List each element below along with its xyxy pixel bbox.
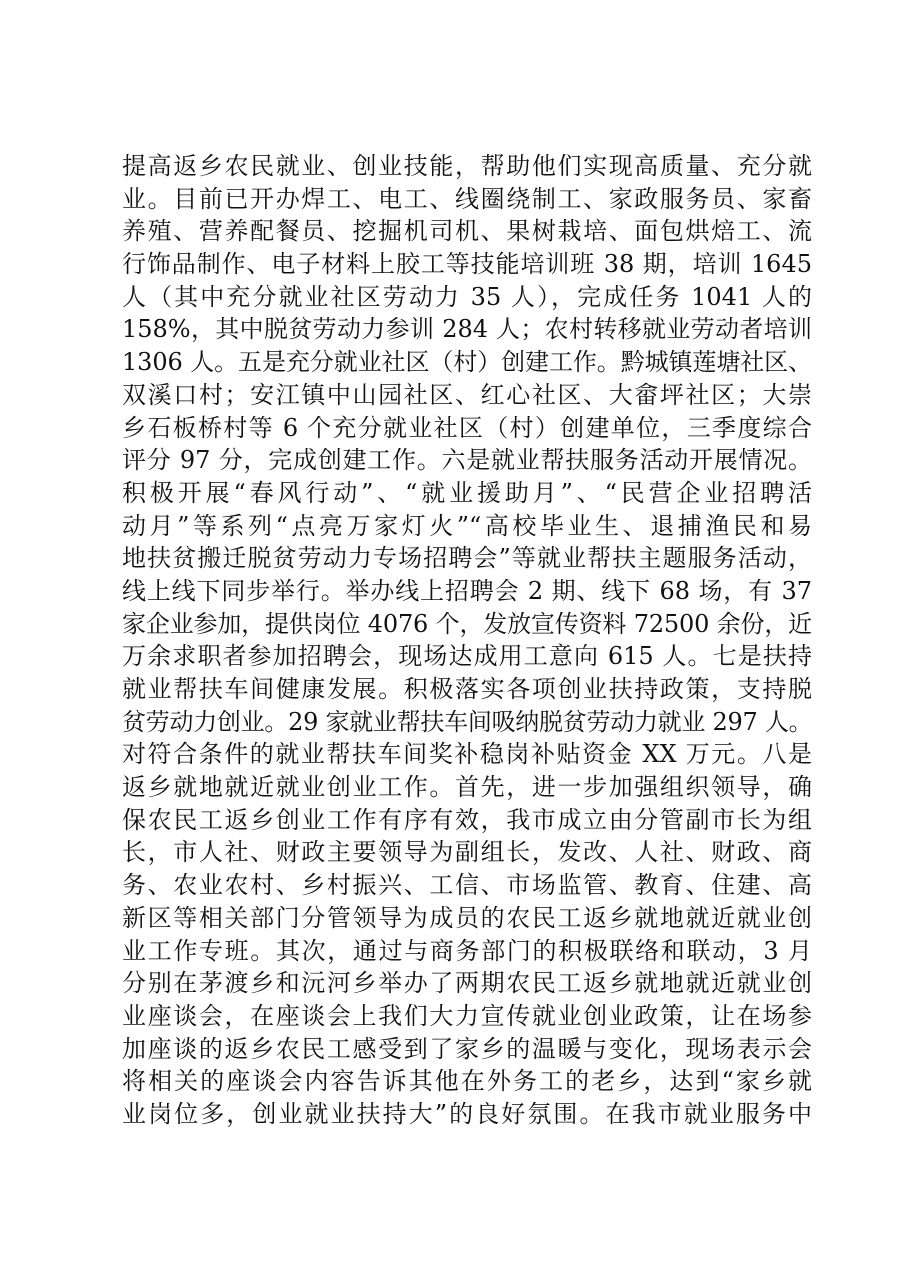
text-line: 养殖、营养配餐员、挖掘机司机、果树栽培、面包烘焙工、流 (122, 217, 812, 246)
text-line: 万余求职者参加招聘会，现场达成用工意向 615 人。七是扶持 (122, 642, 812, 671)
text-line: 业岗位多，创业就业扶持大”的良好氛围。在我市就业服务中 (122, 1099, 812, 1128)
text-line: 乡石板桥村等 6 个充分就业社区（村）创建单位，三季度综合 (122, 413, 812, 442)
text-line: 就业帮扶车间健康发展。积极落实各项创业扶持政策，支持脱 (122, 675, 812, 703)
body-text (122, 150, 812, 1131)
text-line: 业座谈会，在座谈会上我们大力宣传就业创业政策，让在场参 (122, 1001, 812, 1030)
text-line: 务、农业农村、乡村振兴、工信、市场监管、教育、住建、高 (122, 871, 812, 900)
text-line: 保农民工返乡创业工作有序有效，我市成立由分管副市长为组 (122, 805, 812, 834)
text-line: 动月”等系列“点亮万家灯火”“高校毕业生、退捕渔民和易 (122, 511, 812, 540)
text-line: 行饰品制作、电子材料上胶工等技能培训班 38 期，培训 1645 (122, 250, 812, 279)
text-line: 返乡就地就近就业创业工作。首先，进一步加强组织领导，确 (122, 773, 812, 802)
text-line: 地扶贫搬迁脱贫劳动力专场招聘会”等就业帮扶主题服务活动， (122, 544, 812, 573)
text-line: 人（其中充分就业社区劳动力 35 人），完成任务 1041 人的 (122, 282, 812, 311)
text-line: 将相关的座谈会内容告诉其他在外务工的老乡，达到“家乡就 (122, 1067, 812, 1096)
text-line: 业。目前已开办焊工、电工、线圈绕制工、家政服务员、家畜 (122, 184, 812, 213)
text-line: 长，市人社、财政主要领导为副组长，发改、人社、财政、商 (122, 838, 812, 867)
text-line: 对符合条件的就业帮扶车间奖补稳岗补贴资金 XX 万元。八是 (122, 740, 812, 769)
text-line: 评分 97 分，完成创建工作。六是就业帮扶服务活动开展情况。 (122, 446, 812, 475)
text-line: 家企业参加，提供岗位 4076 个，发放宣传资料 72500 余份，近 (122, 609, 812, 638)
text-line: 158%，其中脱贫劳动力参训 284 人；农村转移就业劳动者培训 (122, 315, 812, 344)
text-line: 贫劳动力创业。29 家就业帮扶车间吸纳脱贫劳动力就业 297 人。 (122, 707, 813, 736)
text-line: 加座谈的返乡农民工感受到了家乡的温暖与变化，现场表示会 (122, 1034, 812, 1063)
text-line: 提高返乡农民就业、创业技能，帮助他们实现高质量、充分就 (122, 152, 812, 180)
text-line: 业工作专班。其次，通过与商务部门的积极联络和联动，3 月 (122, 936, 812, 965)
text-line: 1306 人。五是充分就业社区（村）创建工作。黔城镇莲塘社区、 (122, 348, 812, 377)
text-line: 分别在茅渡乡和沅河乡举办了两期农民工返乡就地就近就业创 (122, 969, 812, 998)
text-line: 新区等相关部门分管领导为成员的农民工返乡就地就近就业创 (122, 903, 812, 932)
text-line: 积极开展“春风行动”、“就业援助月”、“民营企业招聘活 (122, 478, 812, 507)
text-line: 线上线下同步举行。举办线上招聘会 2 期、线下 68 场，有 37 (122, 576, 812, 605)
text-line: 双溪口村；安江镇中山园社区、红心社区、大畲坪社区；大崇 (122, 380, 812, 409)
